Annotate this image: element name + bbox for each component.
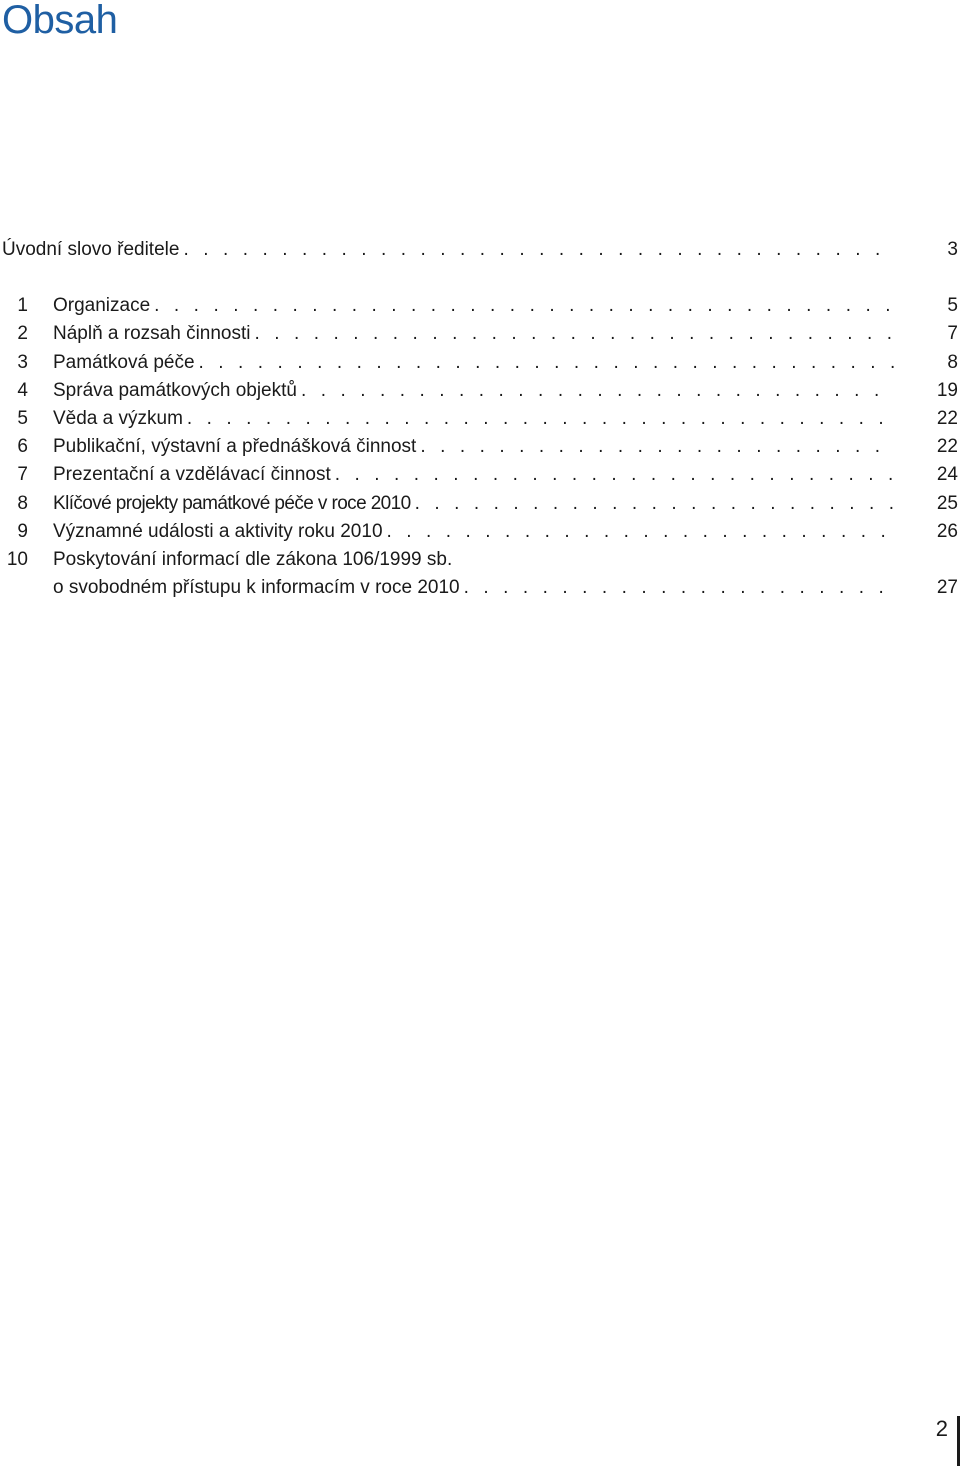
toc-dot-leader xyxy=(335,461,894,489)
toc-entry-page: 22 xyxy=(936,407,958,429)
toc-entry-title: Úvodní slovo ředitele xyxy=(2,239,180,260)
toc-dot-leader xyxy=(415,490,894,518)
toc-entry-number: 3 xyxy=(17,351,28,373)
toc-entry-title: Organizace xyxy=(53,295,151,317)
toc-entry-page: 24 xyxy=(936,464,958,486)
toc-dot-leader xyxy=(301,377,894,405)
toc-entry-10-continued[interactable] xyxy=(0,574,960,602)
toc-entry-2[interactable] xyxy=(0,320,960,348)
toc-entry-10[interactable] xyxy=(0,546,960,574)
toc-entry-5[interactable] xyxy=(0,405,960,433)
toc-dot-leader xyxy=(183,236,894,264)
toc-entry-title: Poskytování informací dle zákona 106/1999 sb. xyxy=(53,548,453,570)
toc-entry-title: Významné události a aktivity roku 2010 xyxy=(53,520,383,542)
toc-entry-number: 2 xyxy=(17,323,28,345)
toc-entry-8[interactable] xyxy=(0,490,960,518)
toc-entry-page: 19 xyxy=(936,379,958,401)
page-number: 2 xyxy=(935,1416,948,1441)
toc-entry-page: 22 xyxy=(936,436,958,458)
toc-dot-leader xyxy=(464,574,894,602)
toc-entry-number: 4 xyxy=(17,379,28,401)
toc-entry-title: Věda a výzkum xyxy=(53,407,183,429)
toc-entry-title: Klíčové projekty památkové péče v roce 2010 xyxy=(53,492,411,514)
toc-entry-3[interactable] xyxy=(0,349,960,377)
toc-entry-title: Publikační, výstavní a přednášková činnost xyxy=(53,436,417,458)
toc-dot-leader xyxy=(187,405,894,433)
page-title: Obsah xyxy=(2,0,118,42)
toc-entry-title: Správa památkových objektů xyxy=(53,379,297,401)
toc-entry-number: 9 xyxy=(17,520,28,542)
toc-entry-number: 5 xyxy=(17,407,28,429)
toc-entry-page: 27 xyxy=(936,577,958,599)
toc-entry-1[interactable] xyxy=(0,292,960,320)
toc-dot-leader xyxy=(387,518,894,546)
toc-entry-page: 25 xyxy=(936,492,958,514)
toc-dot-leader xyxy=(255,320,895,348)
toc-entry-title: Prezentační a vzdělávací činnost xyxy=(53,464,331,486)
toc-entry-page: 5 xyxy=(947,295,958,317)
toc-entry-page: 26 xyxy=(936,520,958,542)
toc-entry-4[interactable] xyxy=(0,377,960,405)
toc-entry-intro[interactable] xyxy=(0,236,960,264)
toc-entry-title: Památková péče xyxy=(53,351,195,373)
toc-entry-number: 1 xyxy=(17,295,28,317)
toc-entry-number: 7 xyxy=(17,464,28,486)
toc-dot-leader xyxy=(154,292,894,320)
toc-entry-page: 3 xyxy=(947,239,958,260)
toc-entry-page: 7 xyxy=(947,323,958,345)
toc-dot-leader xyxy=(199,349,894,377)
toc-entry-9[interactable] xyxy=(0,518,960,546)
toc-entry-number: 6 xyxy=(17,436,28,458)
toc-entry-title: Náplň a rozsah činnosti xyxy=(53,323,251,345)
toc-entry-6[interactable] xyxy=(0,433,960,461)
toc-entry-number: 8 xyxy=(17,492,28,514)
toc-entry-number: 10 xyxy=(6,548,28,570)
table-of-contents xyxy=(0,236,960,602)
toc-entry-title-continued: o svobodném přístupu k informacím v roce 2010 xyxy=(53,577,460,599)
toc-entry-page: 8 xyxy=(947,351,958,373)
toc-entry-7[interactable] xyxy=(0,461,960,489)
toc-dot-leader xyxy=(420,433,894,461)
